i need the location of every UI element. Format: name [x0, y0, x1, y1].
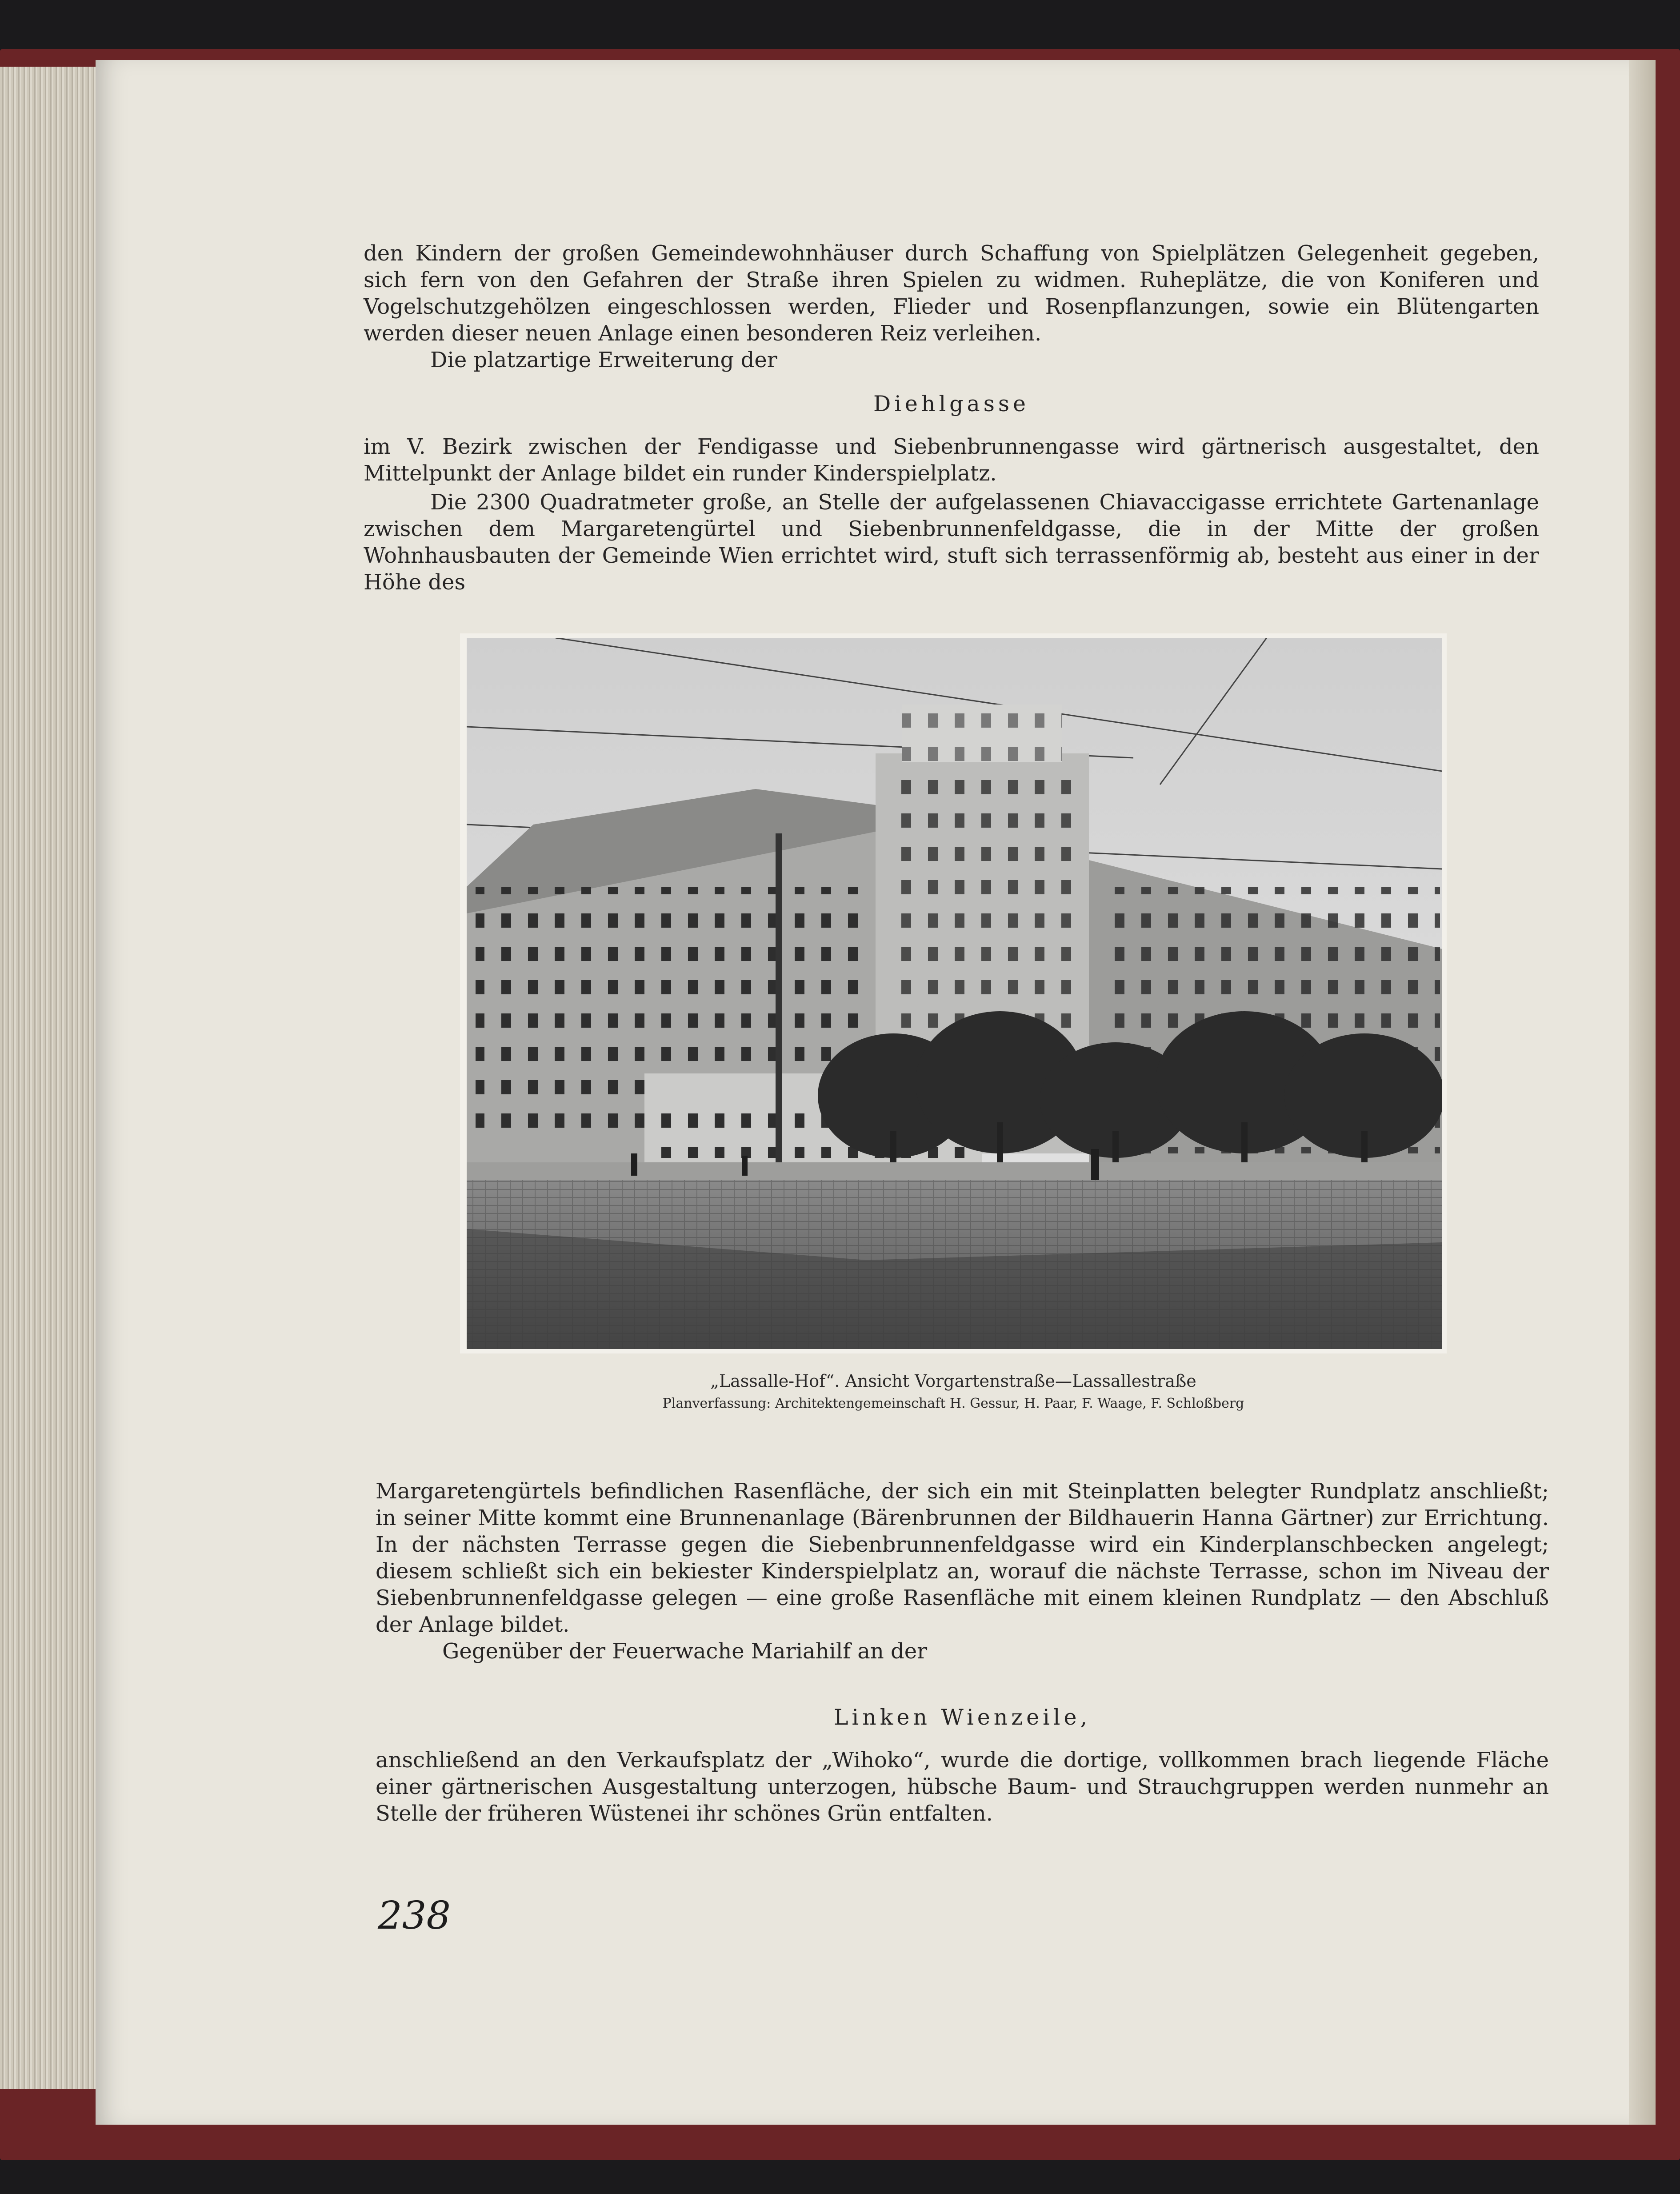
page-stack-edge	[0, 67, 102, 2089]
paragraph-6: Gegenüber der Feuerwache Mariahilf an der	[442, 1639, 928, 1664]
paragraph-7: anschließend an den Verkaufsplatz der „Wihoko“, wurde die dortige, vollkommen brach liegende Fläche einer gärtnerischen Ausgestaltung unterzogen, hübsche Baum- und Strauchgruppen werden nunmehr an Stelle der früheren Wüstenei ihr schönes Grün entfalten.	[376, 1748, 1549, 1826]
paragraph-1: den Kindern der großen Gemeindewohnhäuser durch Schaffung von Spielplätzen Gelegenheit gegeben, sich fern von den Gefahren der Straße ihren Spielen zu widmen. Ruheplätze, die von Koniferen und Vogelschutzgehölzen eingeschlossen werden, Flieder und Rosenpflanzungen, sowie ein Blütengarten werden dieser neuen Anlage einen besonderen Reiz verleihen.	[364, 241, 1539, 346]
photo-frame	[460, 633, 1447, 1353]
paragraph-4: Die 2300 Quadratmeter große, an Stelle der aufgelassenen Chiavaccigasse errichtete Gartenanlage zwischen dem Margaretengürtel und Siebenbrunnenfeldgasse, die in der Mitte der großen Wohnhausbauten der Gemeinde Wien errichtet wird, stuft sich terrassenförmig ab, besteht aus einer in der Höhe des	[364, 490, 1539, 595]
heading-diehlgasse: Diehlgasse	[873, 391, 1030, 416]
photo-caption-credit: Planverfassung: Architektengemeinschaft H. Gessur, H. Paar, F. Waage, F. Schloßberg	[662, 1396, 1244, 1411]
heading-linken-wienzeile: Linken Wienzeile,	[833, 1705, 1091, 1730]
paragraph-3: im V. Bezirk zwischen der Fendigasse und Siebenbrunnengasse wird gärtnerisch ausgestaltet, den Mittelpunkt der Anlage bildet ein runder Kinderspielplatz.	[364, 434, 1539, 486]
page-number: 238	[378, 1894, 451, 1938]
paragraph-2: Die platzartige Erweiterung der	[430, 348, 777, 372]
photo-lassalle-hof	[467, 638, 1442, 1349]
page-right-edge	[1629, 60, 1656, 2125]
photo-caption-title: „Lassalle-Hof“. Ansicht Vorgartenstraße—Lassallestraße	[710, 1371, 1196, 1391]
paragraph-5: Margaretengürtels befindlichen Rasenfläche, der sich ein mit Steinplatten belegter Rundplatz anschließt; in seiner Mitte kommt eine Brunnenanlage (Bärenbrunnen der Bildhauerin Hanna Gärtner) zur Errichtung. In der nächsten Terrasse gegen die Siebenbrunnenfeldgasse wird ein Kinderplanschbecken angelegt; diesem schließt sich ein bekiester Kinderspielplatz an, worauf die nächste Terrasse, schon im Niveau der Siebenbrunnenfeldgasse gelegen — eine große Rasenfläche mit einem kleinen Rundplatz — den Abschluß der Anlage bildet.	[376, 1479, 1549, 1637]
